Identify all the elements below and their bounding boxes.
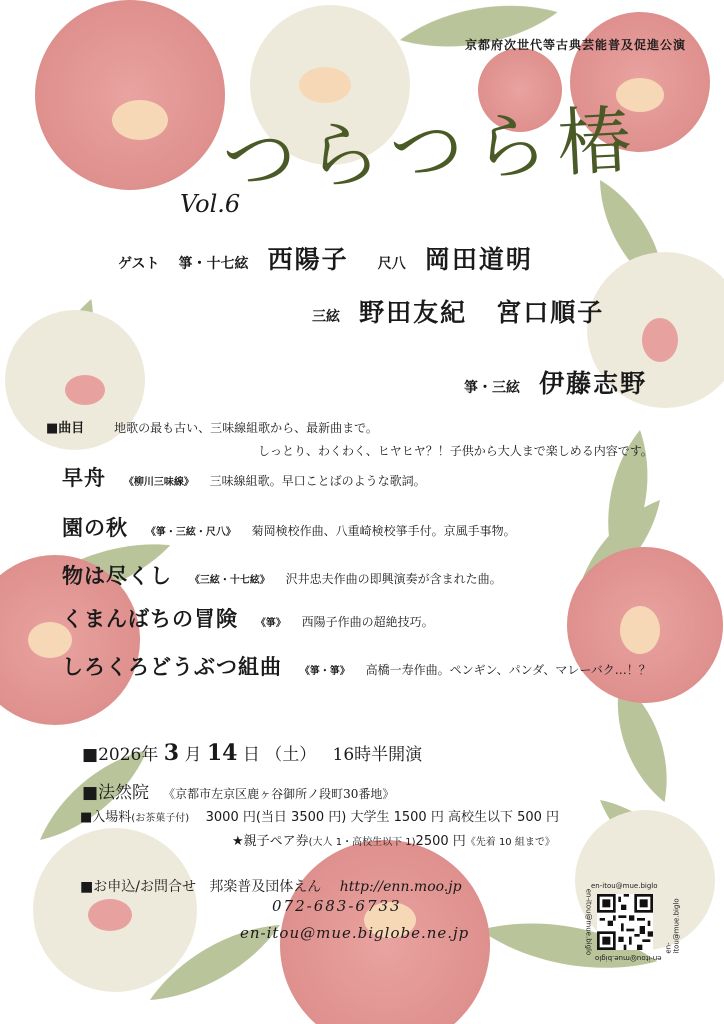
piece-instruments: 《三絃・十七絃》 xyxy=(189,575,270,586)
qr-caption-left: en-itou@mue.biglo xyxy=(584,888,593,956)
venue-name: ■法然院 xyxy=(82,783,150,803)
piece-description: 沢井忠夫作曲の即興演奏が含まれた曲。 xyxy=(285,572,502,586)
qr-caption-right: en-itou@mue.biglo xyxy=(664,898,681,954)
piece-instruments: 《柳川三味線》 xyxy=(123,477,194,488)
contact-label: ■お申込/お問合せ xyxy=(80,879,196,895)
shamisen-line xyxy=(312,293,628,329)
program-item xyxy=(62,462,426,492)
shakuhachi-label: 尺八 xyxy=(377,256,406,272)
piece-title: くまんばちの冒険 xyxy=(62,607,238,631)
guest-line xyxy=(118,240,557,276)
qr-code-icon[interactable] xyxy=(597,894,653,950)
concert-title: つらつら椿 xyxy=(220,97,644,205)
koto-label: 箏・十七絃 xyxy=(178,256,249,272)
year: 2026年 xyxy=(98,745,159,765)
program-item xyxy=(62,512,516,542)
performer-name: 宮口順子 xyxy=(496,298,605,327)
contact-url[interactable]: http://enn.moo.jp xyxy=(339,879,462,895)
qr-code-block xyxy=(583,882,685,962)
koto-shamisen-label: 箏・三絃 xyxy=(464,380,520,396)
volume-number: Vol.6 xyxy=(180,190,241,218)
program-heading xyxy=(46,417,378,436)
piece-description: 西陽子作曲の超絶技巧。 xyxy=(301,615,434,629)
contact-phone[interactable]: 072-683-6733 xyxy=(272,897,402,915)
venue xyxy=(82,778,394,803)
day: 14 xyxy=(206,740,238,766)
pair-ticket: ★親子ペア券(大人 1・高校生以下 1)2500 円《先着 10 組まで》 xyxy=(232,834,555,849)
contact-email[interactable]: en-itou@mue.biglobe.ne.jp xyxy=(240,924,470,942)
program-subintro: しっとり、わくわく、ヒヤヒヤ？！子供から大人まで楽しめる内容です。 xyxy=(258,444,653,458)
shamisen-label: 三絃 xyxy=(312,309,340,325)
performer-name: 西陽子 xyxy=(267,245,349,274)
piece-title: 園の秋 xyxy=(62,516,128,540)
piece-title: しろくろどうぶつ組曲 xyxy=(62,655,282,679)
organizer-banner: 京都府次世代等古典芸能普及促進公演 xyxy=(464,38,686,52)
start-time: 16時半開演 xyxy=(332,745,423,765)
month: 3 xyxy=(163,740,180,766)
program-label: ■曲目 xyxy=(46,421,85,436)
program-item xyxy=(62,651,651,681)
performer-name: 岡田道明 xyxy=(424,245,533,274)
event-date: ■2026年 3 月 14 日 （土） 16時半開演 xyxy=(82,740,423,766)
performer-name: 野田友紀 xyxy=(359,298,468,327)
contact-line xyxy=(80,876,462,896)
piece-instruments: 《箏・三絃・尺八》 xyxy=(145,527,236,538)
program-item xyxy=(62,560,502,590)
admission: ■入場料(お茶菓子付) 3000 円(当日 3500 円) 大学生 1500 円 高校生以下 500 円 xyxy=(80,810,560,825)
koto-shamisen-line xyxy=(464,364,671,400)
program-intro: 地歌の最も古い、三味線組歌から、最新曲まで。 xyxy=(114,421,378,435)
qr-caption-top: en-itou@mue.biglo xyxy=(591,882,658,890)
piece-description: 菊岡検校作曲、八重崎検校箏手付。京風手事物。 xyxy=(251,524,516,538)
piece-title: 物は尽くし xyxy=(62,564,172,588)
qr-caption-bottom: en-itou@mue.biglo xyxy=(595,954,662,962)
admission-prices: 3000 円(当日 3500 円) 大学生 1500 円 高校生以下 500 円 xyxy=(205,810,560,825)
program-item xyxy=(62,603,434,633)
piece-title: 早舟 xyxy=(62,466,106,490)
piece-description: 三味線組歌。早口ことばのような歌詞。 xyxy=(209,474,426,488)
piece-instruments: 《箏》 xyxy=(255,618,286,629)
piece-description: 高橋一寿作曲。ペンギン、パンダ、マレーバク…！？ xyxy=(365,663,651,677)
piece-instruments: 《箏・箏》 xyxy=(299,666,350,677)
venue-address: 《京都市左京区鹿ヶ谷御所ノ段町30番地》 xyxy=(163,787,395,801)
weekday: （土） xyxy=(265,745,317,765)
contact-org: 邦楽普及団体えん xyxy=(209,879,322,895)
guest-label: ゲスト xyxy=(118,256,160,272)
performer-name: 伊藤志野 xyxy=(539,369,648,398)
